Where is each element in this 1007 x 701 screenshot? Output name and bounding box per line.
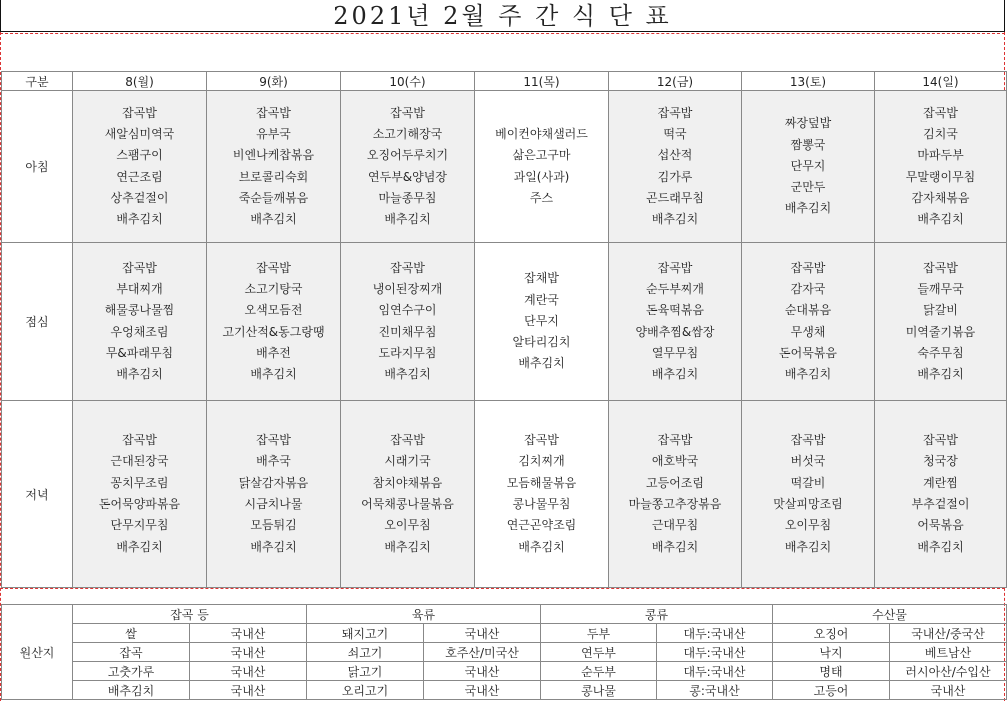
menu-item: 배추김치 <box>384 367 431 382</box>
menu-cell <box>341 91 475 243</box>
menu-item: 잡곡밥 <box>122 260 157 275</box>
menu-item: 숙주무침 <box>917 345 964 360</box>
origin-label: 원산지 <box>2 605 73 700</box>
menu-item: 잡곡밥 <box>657 260 693 275</box>
menu-item: 오이무침 <box>384 518 431 533</box>
origin-category-row <box>2 605 1007 624</box>
menu-item: 배추김치 <box>116 539 163 554</box>
origin-item: 연두부 <box>541 643 657 662</box>
menu-item: 잡곡밥 <box>390 105 425 120</box>
menu-cell <box>609 243 742 401</box>
menu-item: 진미채무침 <box>378 324 437 339</box>
menu-cell <box>875 401 1007 588</box>
menu-item: 삶은고구마 <box>512 148 571 163</box>
origin-country: 국내산 <box>190 681 307 700</box>
menu-cell <box>742 91 875 243</box>
menu-item: 비엔나케찹볶음 <box>232 148 315 163</box>
menu-item: 계란찜 <box>923 475 958 490</box>
menu-item: 콩나물무침 <box>512 497 571 511</box>
origin-item: 돼지고기 <box>307 624 424 643</box>
menu-item: 잡곡밥 <box>657 105 693 120</box>
menu-item: 배추김치 <box>250 367 297 382</box>
menu-item: 알타리김치 <box>512 335 571 350</box>
origin-country: 대두:국내산 <box>657 624 773 643</box>
menu-item: 짬뽕국 <box>790 137 826 152</box>
origin-item: 낙지 <box>773 643 890 662</box>
menu-item: 순대볶음 <box>784 303 832 318</box>
menu-item: 청국장 <box>923 454 958 469</box>
header-row <box>2 72 1007 91</box>
menu-item: 임연수구이 <box>378 303 437 318</box>
menu-item: 부추겉절이 <box>911 497 970 511</box>
menu-item: 잡곡밥 <box>524 433 559 448</box>
menu-item: 배추김치 <box>250 539 297 554</box>
meal-label: 점심 <box>2 243 73 401</box>
meal-row-lunch <box>2 243 1007 401</box>
menu-item: 오이무침 <box>784 518 832 533</box>
origin-item: 오징어 <box>773 624 890 643</box>
menu-item: 잡곡밥 <box>390 260 425 275</box>
page-divider <box>0 588 1005 589</box>
menu-item: 잡곡밥 <box>256 105 291 120</box>
page-border-top <box>0 33 1005 34</box>
origin-country: 국내산 <box>424 662 541 681</box>
origin-country: 콩:국내산 <box>657 681 773 700</box>
menu-item: 냉이된장찌개 <box>372 281 443 296</box>
menu-item: 어묵볶음 <box>917 518 964 533</box>
menu-item: 김치찌개 <box>518 454 565 469</box>
origin-item: 쌀 <box>73 624 190 643</box>
menu-item: 참치야채볶음 <box>372 475 443 490</box>
menu-item: 잡곡밥 <box>122 433 157 448</box>
menu-item: 맛살피망조림 <box>773 497 843 511</box>
menu-item: 감자국 <box>790 281 826 296</box>
menu-item: 애호박국 <box>651 454 699 469</box>
menu-item: 브로콜리숙회 <box>238 169 309 184</box>
origin-item: 배추김치 <box>73 681 190 700</box>
menu-item: 들깨무국 <box>917 281 964 296</box>
origin-country: 국내산/중국산 <box>890 624 1007 643</box>
menu-item: 부대찌개 <box>116 281 163 296</box>
menu-item: 닭살감자볶음 <box>238 475 309 490</box>
menu-item: 무말랭이무침 <box>905 169 976 184</box>
menu-item: 소고기탕국 <box>244 281 303 296</box>
menu-item: 배추김치 <box>116 212 163 227</box>
menu-item: 잡곡밥 <box>256 260 291 275</box>
origin-country: 국내산 <box>190 624 307 643</box>
meal-label: 저녁 <box>2 401 73 588</box>
origin-item: 쇠고기 <box>307 643 424 662</box>
day-header: 11(목) <box>475 72 609 91</box>
menu-cell <box>475 243 609 401</box>
menu-item: 잡곡밥 <box>122 105 157 120</box>
menu-item: 잡채밥 <box>524 271 559 286</box>
menu-item: 순두부찌개 <box>646 281 704 296</box>
menu-item: 감자채볶음 <box>911 190 970 205</box>
menu-item: 도라지무침 <box>378 345 437 360</box>
menu-item: 배추김치 <box>518 356 565 371</box>
menu-item: 양배추찜&쌈장 <box>635 324 715 339</box>
menu-cell <box>207 401 341 588</box>
menu-item: 시금치나물 <box>244 497 303 511</box>
day-header: 14(일) <box>875 72 1007 91</box>
origin-item: 닭고기 <box>307 662 424 681</box>
menu-cell <box>73 243 207 401</box>
menu-item: 계란국 <box>524 292 559 307</box>
header-label: 구분 <box>2 72 73 91</box>
origin-item: 잡곡 <box>73 643 190 662</box>
menu-item: 열무무침 <box>651 345 699 360</box>
menu-item: 오색모듬전 <box>244 303 303 318</box>
menu-cell <box>609 401 742 588</box>
origin-item: 순두부 <box>541 662 657 681</box>
origin-category: 잡곡 등 <box>73 605 307 624</box>
menu-item: 떡국 <box>663 126 687 141</box>
menu-item: 고등어조림 <box>646 475 704 490</box>
menu-cell <box>73 401 207 588</box>
origin-country: 러시아산/수입산 <box>890 662 1007 681</box>
menu-item: 연근조림 <box>116 169 163 184</box>
menu-cell <box>475 91 609 243</box>
menu-item: 돈어묵볶음 <box>779 345 837 360</box>
menu-item: 근대된장국 <box>110 454 169 469</box>
menu-item: 잡곡밥 <box>790 260 826 275</box>
origin-country: 국내산 <box>424 681 541 700</box>
meal-row-dinner <box>2 401 1007 588</box>
origin-country: 대두:국내산 <box>657 662 773 681</box>
menu-item: 연근곤약조림 <box>506 518 577 533</box>
origin-country: 국내산 <box>890 681 1007 700</box>
origin-category: 수산물 <box>773 605 1007 624</box>
menu-item: 군만두 <box>790 180 826 195</box>
menu-item: 잡곡밥 <box>256 433 291 448</box>
menu-item: 시래기국 <box>384 454 431 469</box>
menu-item: 새알심미역국 <box>104 126 175 141</box>
origin-item: 콩나물 <box>541 681 657 700</box>
menu-item: 죽순들깨볶음 <box>238 190 309 205</box>
menu-item: 잡곡밥 <box>923 433 958 448</box>
meal-row-breakfast <box>2 91 1007 243</box>
menu-item: 돈어묵양파볶음 <box>98 497 181 511</box>
meal-label: 아침 <box>2 91 73 243</box>
menu-item: 해물콩나물찜 <box>104 303 175 318</box>
menu-item: 배추김치 <box>384 539 431 554</box>
menu-item: 배추국 <box>256 454 291 469</box>
menu-item: 단무지 <box>790 158 826 173</box>
menu-item: 배추전 <box>256 345 291 360</box>
menu-item: 마늘종무침 <box>378 190 437 205</box>
day-header: 12(금) <box>609 72 742 91</box>
menu-item: 배추김치 <box>784 539 832 554</box>
menu-item: 연두부&양념장 <box>368 169 447 184</box>
origin-country: 국내산 <box>190 643 307 662</box>
menu-item: 미역줄기볶음 <box>905 324 976 339</box>
origin-table <box>1 604 1007 700</box>
menu-item: 잡곡밥 <box>923 260 958 275</box>
menu-item: 곤드래무침 <box>646 190 704 205</box>
day-header: 9(화) <box>207 72 341 91</box>
origin-row <box>2 681 1007 700</box>
menu-cell <box>875 243 1007 401</box>
menu-item: 우엉채조림 <box>110 324 169 339</box>
menu-item: 잡곡밥 <box>657 433 693 448</box>
origin-country: 국내산 <box>190 662 307 681</box>
menu-item: 유부국 <box>256 126 291 141</box>
menu-item: 배추김치 <box>917 212 964 227</box>
menu-item: 꽁치무조림 <box>110 475 169 490</box>
menu-item: 배추김치 <box>518 539 565 554</box>
menu-item: 모듬해물볶음 <box>506 475 577 490</box>
menu-item: 잡곡밥 <box>390 433 425 448</box>
menu-item: 배추김치 <box>784 201 832 216</box>
menu-item: 오징어두루치기 <box>366 148 449 163</box>
origin-row <box>2 643 1007 662</box>
menu-cell <box>609 91 742 243</box>
menu-item: 배추김치 <box>917 367 964 382</box>
origin-item: 오리고기 <box>307 681 424 700</box>
menu-item: 배추김치 <box>651 212 699 227</box>
menu-item: 배추김치 <box>116 367 163 382</box>
menu-cell <box>341 243 475 401</box>
menu-item: 잡곡밥 <box>923 105 958 120</box>
menu-item: 모듬튀김 <box>250 518 297 533</box>
menu-item: 상추겉절이 <box>110 190 169 205</box>
menu-item: 마늘쫑고추장볶음 <box>628 497 722 511</box>
menu-item: 어묵채콩나물볶음 <box>361 497 454 511</box>
menu-item: 버섯국 <box>790 454 826 469</box>
menu-cell <box>341 401 475 588</box>
origin-country: 베트남산 <box>890 643 1007 662</box>
menu-item: 베이컨야채샐러드 <box>495 126 588 141</box>
day-header: 8(월) <box>73 72 207 91</box>
weekly-menu-table <box>1 71 1007 588</box>
origin-item: 명태 <box>773 662 890 681</box>
menu-item: 근대무침 <box>651 518 699 533</box>
menu-cell <box>207 243 341 401</box>
origin-category: 육류 <box>307 605 541 624</box>
menu-item: 무생채 <box>790 324 826 339</box>
menu-item: 김치국 <box>923 126 958 141</box>
menu-cell <box>742 401 875 588</box>
origin-row <box>2 624 1007 643</box>
menu-cell <box>742 243 875 401</box>
origin-country: 호주산/미국산 <box>424 643 541 662</box>
menu-item: 배추김치 <box>784 367 832 382</box>
menu-item: 섭산적 <box>657 148 693 163</box>
menu-cell <box>207 91 341 243</box>
menu-item: 단무지 <box>524 313 559 328</box>
menu-item: 배추김치 <box>384 212 431 227</box>
menu-item: 잡곡밥 <box>790 433 826 448</box>
menu-cell <box>73 91 207 243</box>
menu-item: 무&파래무침 <box>105 345 174 360</box>
origin-country: 국내산 <box>424 624 541 643</box>
origin-country: 대두:국내산 <box>657 643 773 662</box>
menu-item: 닭갈비 <box>923 303 958 318</box>
origin-item: 고등어 <box>773 681 890 700</box>
menu-item: 단무지무침 <box>110 518 169 533</box>
menu-item: 주스 <box>529 190 554 205</box>
menu-cell <box>475 401 609 588</box>
menu-item: 짜장덮밥 <box>784 116 832 131</box>
menu-item: 소고기해장국 <box>372 126 443 141</box>
menu-item: 배추김치 <box>651 539 699 554</box>
menu-item: 스팸구이 <box>116 148 163 163</box>
menu-item: 배추김치 <box>651 367 699 382</box>
menu-item: 고기산적&동그랑땡 <box>222 324 325 339</box>
page-title: 2021년 2월 주 간 식 단 표 <box>0 0 1005 32</box>
menu-item: 김가루 <box>657 169 693 184</box>
menu-cell <box>875 91 1007 243</box>
origin-row <box>2 662 1007 681</box>
menu-item: 떡갈비 <box>790 475 826 490</box>
origin-category: 콩류 <box>541 605 773 624</box>
origin-item: 고춧가루 <box>73 662 190 681</box>
menu-item: 배추김치 <box>250 212 297 227</box>
menu-item: 돈육떡볶음 <box>646 303 704 318</box>
menu-item: 과일(사과) <box>513 169 570 184</box>
day-header: 13(토) <box>742 72 875 91</box>
menu-item: 마파두부 <box>917 148 964 163</box>
menu-item: 배추김치 <box>917 539 964 554</box>
day-header: 10(수) <box>341 72 475 91</box>
origin-item: 두부 <box>541 624 657 643</box>
